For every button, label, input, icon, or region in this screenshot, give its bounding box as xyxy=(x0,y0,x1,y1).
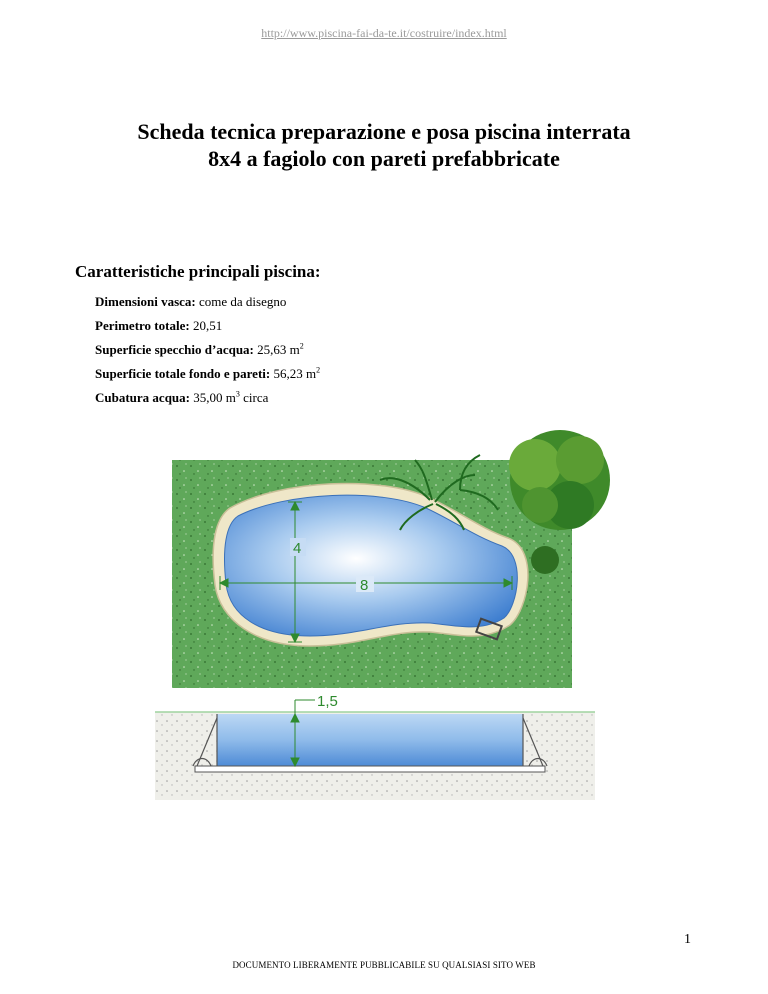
footer-text: DOCUMENTO LIBERAMENTE PUBBLICABILE SU QUALSIASI SITO WEB xyxy=(232,960,536,970)
spec-label: Perimetro totale: xyxy=(95,318,190,333)
spec-surface-water xyxy=(95,343,320,367)
spec-value: come da disegno xyxy=(199,294,287,309)
title-line-1: Scheda tecnica preparazione e posa piscina interrata xyxy=(137,119,631,144)
length-dimension-label: 8 xyxy=(360,577,369,594)
pool-section-drawing xyxy=(155,688,595,800)
spec-value: 25,63 m xyxy=(257,342,300,357)
spec-value: 56,23 m xyxy=(273,366,317,381)
document-title xyxy=(60,118,708,172)
section-floor xyxy=(195,766,545,772)
width-dimension-label: 4 xyxy=(293,540,302,557)
header-url[interactable]: http://www.piscina-fai-da-te.it/costruire/index.html xyxy=(261,26,507,40)
pool-plan-drawing xyxy=(160,420,620,692)
spec-suffix: circa xyxy=(239,390,269,405)
section-water xyxy=(217,714,523,766)
spec-dimensions xyxy=(95,295,320,319)
spec-unit-exponent: 2 xyxy=(299,341,304,351)
spec-unit-exponent: 2 xyxy=(316,365,321,375)
spec-label: Superficie specchio d’acqua: xyxy=(95,342,254,357)
spec-perimeter xyxy=(95,319,320,343)
spec-value: 20,51 xyxy=(192,318,223,333)
spec-label: Superficie totale fondo e pareti: xyxy=(95,366,271,381)
spec-value: 35,00 m xyxy=(193,390,236,405)
spec-list xyxy=(95,295,320,415)
spec-volume xyxy=(95,391,320,415)
spec-label: Dimensioni vasca: xyxy=(95,294,196,309)
section-heading: Caratteristiche principali piscina: xyxy=(75,262,321,281)
page-number: 1 xyxy=(684,932,691,947)
depth-dimension-label: 1,5 xyxy=(317,693,338,710)
title-line-2: 8x4 a fagiolo con pareti prefabbricate xyxy=(208,146,560,171)
spec-label: Cubatura acqua: xyxy=(95,390,190,405)
spec-surface-total xyxy=(95,367,320,391)
spec-unit-exponent: 3 xyxy=(235,389,240,399)
